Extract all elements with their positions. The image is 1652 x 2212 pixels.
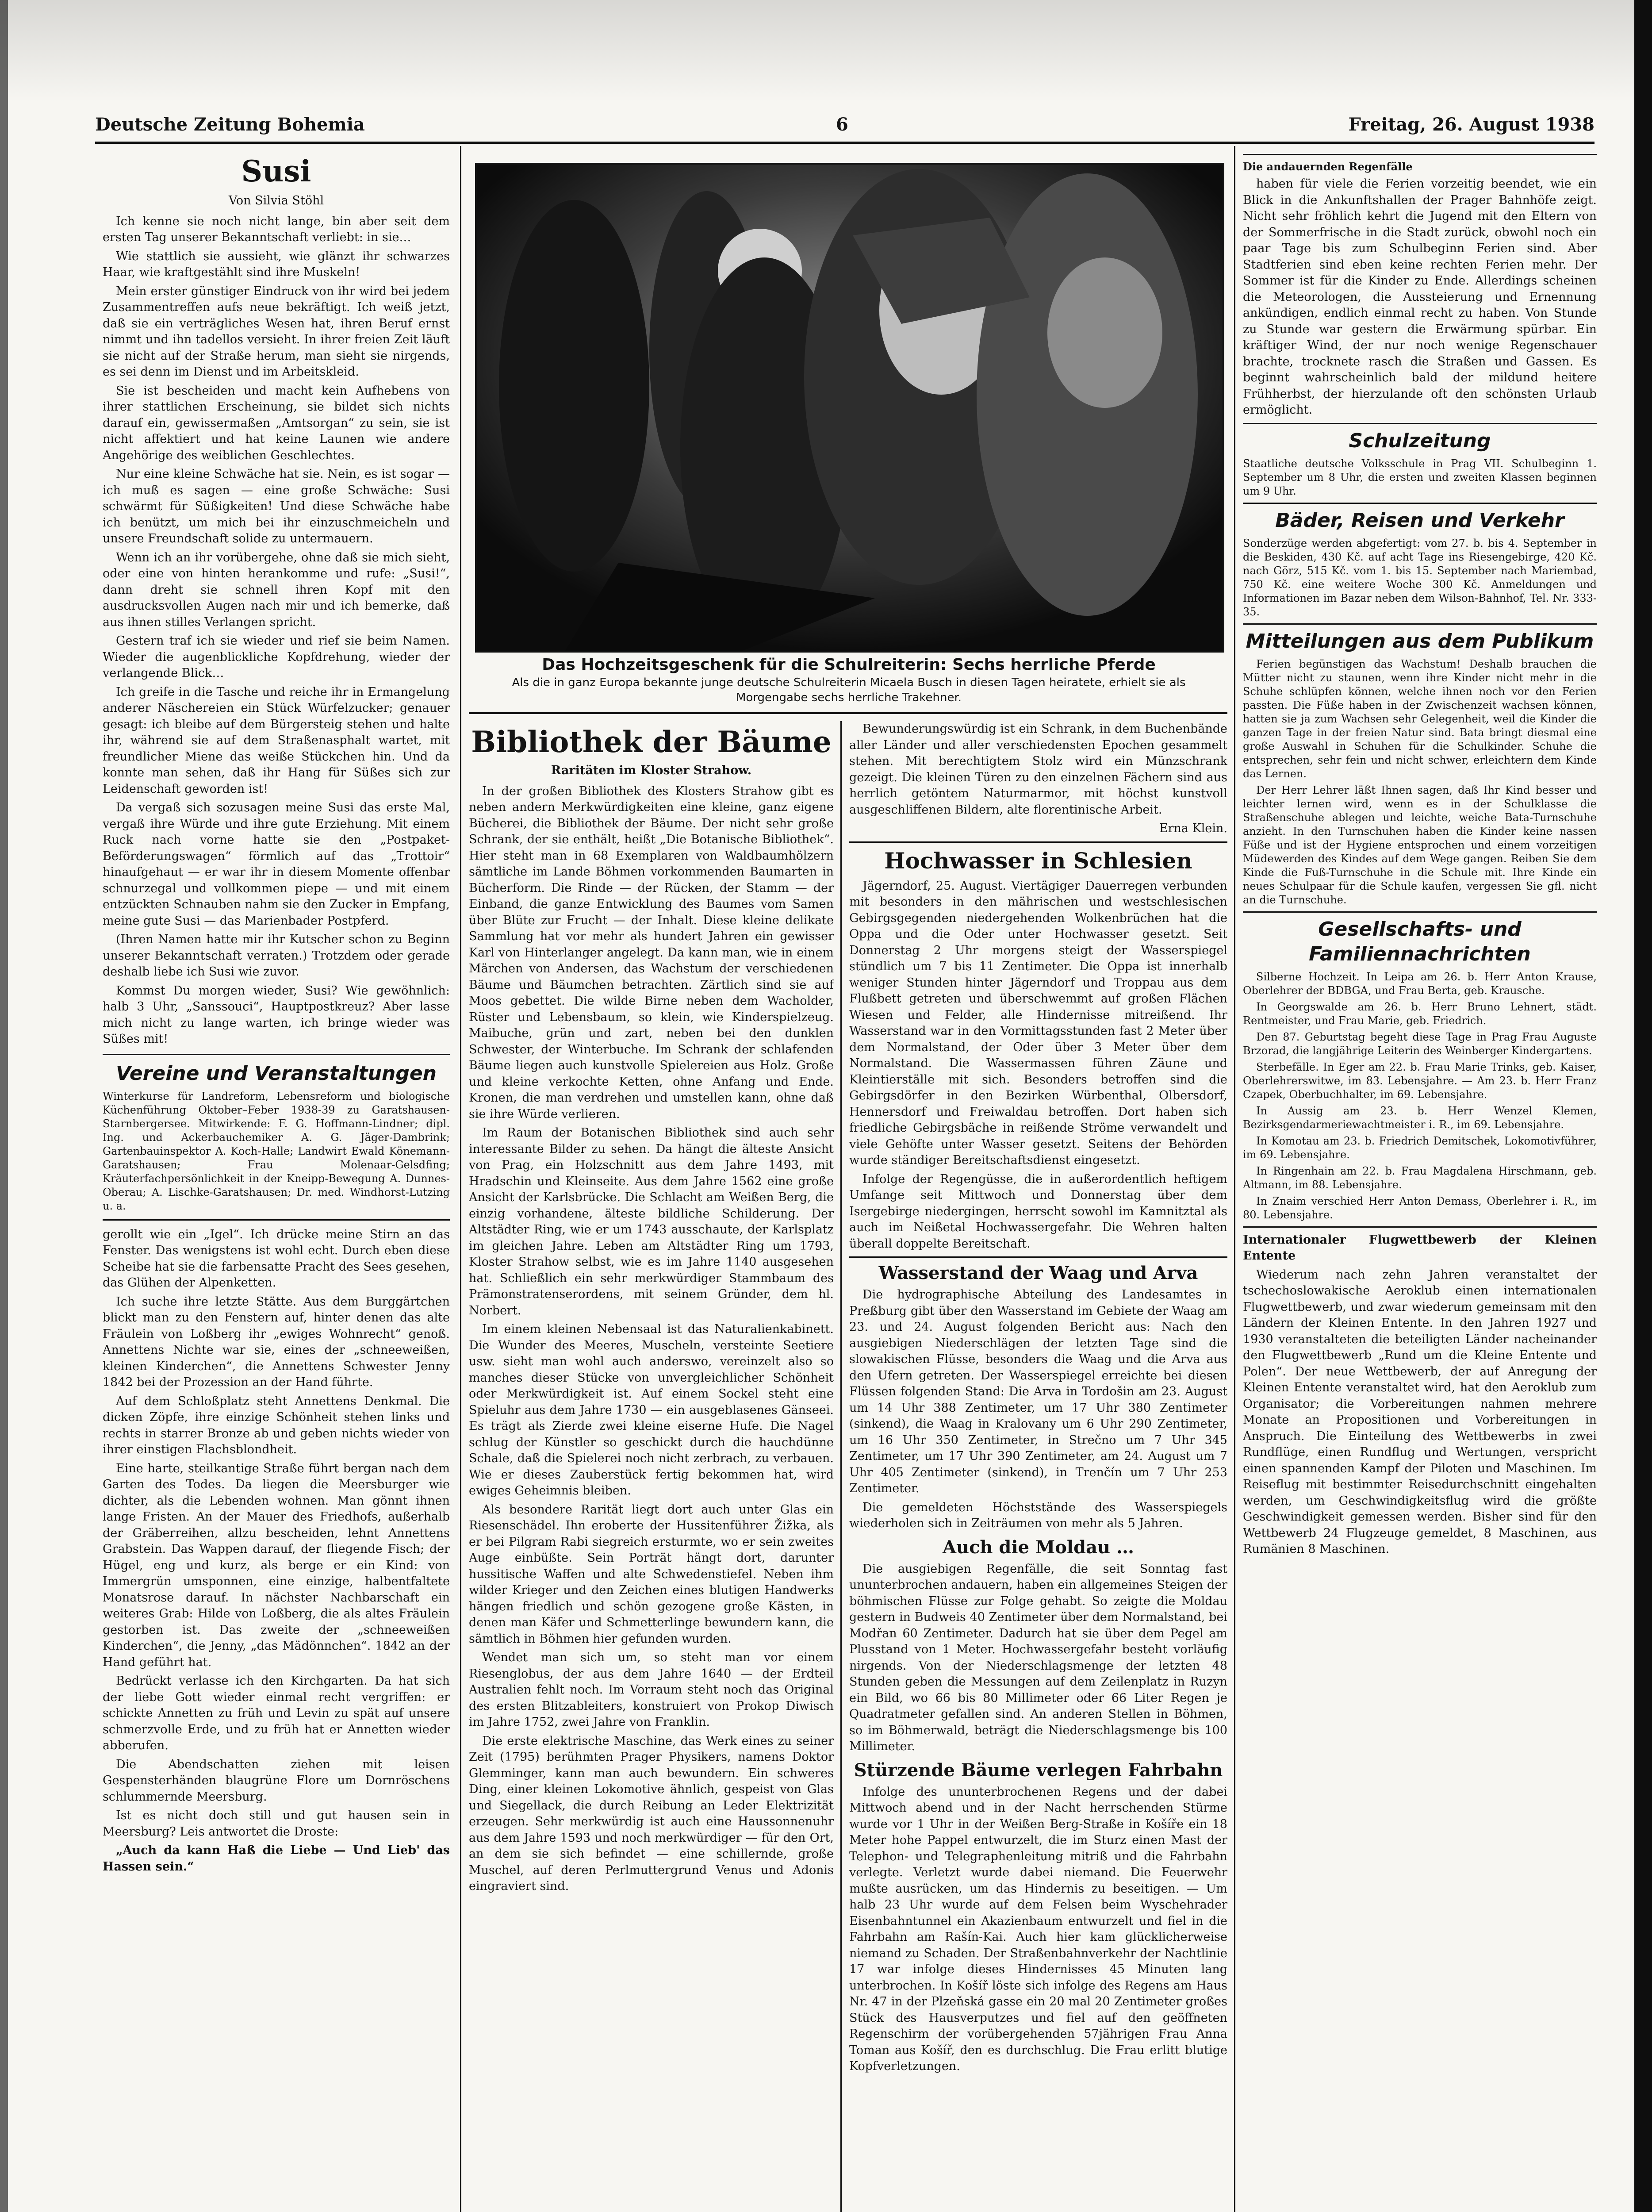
paragraph: Im einem kleinen Nebensaal ist das Naturalienkabinett. Die Wunder des Meeres, Muscheln, versteinte Seetiere usw. sieht man wohl auch anderswo, vereinzelt also so manches dieser Stücke von unvergleichlicher Schönheit oder Merkwürdigkeit ist. Auf einem Sockel steht eine Spieluhr aus dem Jahre 1730 — ein ausgeblasenes Gänseei. Es trägt als Zierde zwei kleine eiserne Hufe. Die Nagel schlug der Künstler so geschickt durch die hauchdünne Schale, daß die Spielerei noch nicht zerbrach, zu verbauen. Wie er dieses Zauberstück fertig bekommen hat, wird ewiges Geheimnis bleiben. xyxy=(469,1322,834,1498)
section-divider xyxy=(1243,154,1597,155)
masthead-rule xyxy=(95,142,1595,144)
section-divider xyxy=(1243,423,1597,424)
section-divider xyxy=(469,712,1227,714)
paragraph: Sterbefälle. In Eger am 22. b. Frau Marie Trinks, geb. Kaiser, Oberlehrerswitwe, im 83. Lebensjahre. — Am 23. b. Herr Franz Czapek, Oberbuchhalter, im 69. Lebensjahre. xyxy=(1243,1060,1597,1101)
paragraph: Sie ist bescheiden und macht kein Aufhebens von ihrer stattlichen Erscheinung, sie bildet sich nichts darauf ein, gewissermaßen „Amtsorgan“ zu sein, sie ist nicht affektiert und hat keine Launen wie andere Angehörige des weiblichen Geschlechtes. xyxy=(103,384,450,462)
paragraph: Wendet man sich um, so steht man vor einem Riesenglobus, der aus dem Jahre 1640 — der Erdteil Australien fehlt noch. Im Vorraum steht noch das Original des ersten Blitzableiters, konstruiert von Prokop Diwisch im Jahre 1752, zwei Jahre von Franklin. xyxy=(469,1651,834,1729)
column-rule xyxy=(1234,146,1235,2212)
photo-caption-text: Als die in ganz Europa bekannte junge deutsche Schulreiterin Micaela Busch in diesen Tagen heiratete, erhielt sie als Morgengabe sechs herrliche Trakehner. xyxy=(512,676,1186,704)
paragraph: Nur eine kleine Schwäche hat sie. Nein, es ist sogar — ich muß es sagen — eine große Schwäche: Susi schwärmt für Süßigkeiten! Und diese Schwäche habe ich benützt, um mich bei ihr einzuschmeicheln und unsere Freundschaft solide zu untermauern. xyxy=(103,467,450,545)
quote: „Auch da kann Haß die Liebe — Und Lieb' das Hassen sein.“ xyxy=(103,1843,450,1874)
page-edge-left xyxy=(0,0,8,2212)
paragraph: Sonderzüge werden abgefertigt: vom 27. b. bis 4. September in die Beskiden, 430 Kč. auf acht Tage ins Riesengebirge, 420 Kč. nach Görz, 515 Kč. vom 1. bis 15. September nach Mariembad, 750 Kč. eine weitere Woche 300 Kč. Anmeldungen und Informationen im Bazar neben dem Wilson-Bahnhof, Tel. Nr. 333-35. xyxy=(1243,537,1597,618)
section-divider xyxy=(1243,623,1597,625)
paragraph: Staatliche deutsche Volksschule in Prag VII. Schulbeginn 1. September um 8 Uhr, die ersten und zweiten Klassen beginnen um 9 Uhr. xyxy=(1243,457,1597,497)
paragraph: Wiederum nach zehn Jahren veranstaltet der tschechoslowakische Aeroklub einen internationalen Flugwettbewerb, und zwar wiederum gemeinsam mit den Ländern der Kleinen Entente. In den Jahren 1927 und 1930 veranstalteten die beteiligten Länder nacheinander den Flugwettbewerb „Rund um die Kleine Entente und Polen“. Der neue Wettbewerb, der auf Anregung der Kleinen Entente veranstaltet wird, hat den Aeroklub zum Organisator; die Vorbereitungen nahmen mehrere Monate an Propositionen und Vorbereitungen in Anspruch. Die Einteilung des Wettbewerbs in zwei Rundflüge, einen Rundflug und Wertungen, verspricht einen spannenden Kampf der Piloten und Maschinen. Im Reiseflug mit bestimmter Reisedurchschnitt eingehalten werden, um Geschwindigkeitsflug wird die größte Geschwindigkeit gemessen werden. Bisher sind für den Wettbewerb 24 Flugzeuge gemeldet, 8 Maschinen, aus Rumänien 8 Maschinen. xyxy=(1243,1267,1597,1556)
paragraph: Mein erster günstiger Eindruck von ihr wird bei jedem Zusammentreffen aufs neue bekräftigt. Ich weiß jetzt, daß sie ein verträgliches Wesen hat, ihren Beruf ernst nimmt und ihn tadellos versieht. In ihrer freien Zeit läuft sie nicht auf der Straße herum, man sieht sie nirgends, es sei denn im Dienst und im Arbeitskleid. xyxy=(103,284,450,379)
paragraph: Ich suche ihre letzte Stätte. Aus dem Burggärtchen blickt man zu den Fenstern auf, hinter denen das alte Fräulein von Loßberg ihr „ewiges Wohnrecht“ genoß. Annettens Nichte war sie, eines der „schneeweißen, kleinen Kinderchen“, die Annettens Schwester Jenny 1842 bei der Prozession an der Hand führte. xyxy=(103,1294,450,1389)
paragraph: Den 87. Geburtstag begeht diese Tage in Prag Frau Auguste Brzorad, die langjährige Leiterin des Weinberger Kindergartens. xyxy=(1243,1030,1597,1057)
section-divider xyxy=(849,841,1227,843)
paragraph: Bewunderungswürdig ist ein Schrank, in dem Buchenbände aller Länder und aller verschiedensten Epochen gesammelt stehen. Mit berechtigtem Stolz wird ein Münzschrank gezeigt. Die kleinen Türen zu den einzelnen Fächern sind aus herrlich getöntem Naturmarmor, mit höchst kunstvoll ausgeschliffenen Bildern, alte florentinische Arbeit. xyxy=(849,722,1227,817)
paragraph: Winterkurse für Landreform, Lebensreform und biologische Küchenführung Oktober–Feber 1938-39 zu Garatshausen-Starnbergersee. Mitwirkende: F. G. Hoffmann-Lindner; dipl. Ing. und Ackerbauchemiker A. G. Jäger-Dambrink; Gartenbauinspektor A. Koch-Halle; Landwirt Ewald Könemann-Garatshausen; Frau Molenaar-Gelsdfing; Kräuterfachpersönlichkeit in der Kneipp-Bewegung A. Dunnes-Oberau; A. Lischke-Garatshausen; Dr. med. Windhorst-Lutzing u. a. xyxy=(103,1090,450,1212)
paragraph: Silberne Hochzeit. In Leipa am 26. b. Herr Anton Krause, Oberlehrer der BDBGA, und Frau Berta, geb. Krausche. xyxy=(1243,970,1597,997)
article-title-moldau: Auch die Moldau … xyxy=(942,1536,1135,1558)
article-title-waag: Wasserstand der Waag und Arva xyxy=(878,1263,1198,1283)
paragraph: Auf dem Schloßplatz steht Annettens Denkmal. Die dicken Zöpfe, ihre einzige Schönheit stehen links und rechts in starrer Bronze ab und geben nichts wieder von ihrer einstigen Flachsblondheit. xyxy=(103,1394,450,1456)
page-shadow xyxy=(0,0,1652,102)
section-title-schulzeitung: Schulzeitung xyxy=(1349,429,1491,452)
article-author-susi: Von Silvia Stöhl xyxy=(228,194,324,207)
article-title-hochwasser: Hochwasser in Schlesien xyxy=(884,847,1192,874)
section-title-vereine: Vereine und Veranstaltungen xyxy=(115,1062,437,1085)
section-divider xyxy=(1243,911,1597,913)
paragraph: Infolge des ununterbrochenen Regens und der dabei Mittwoch abend und in der Nacht herrschenden Stürme wurde vor 1 Uhr in der Weißen Berg-Straße in Košíře ein 18 Meter hohe Pappel entwurzelt, die im Sturz einen Mast der Telephon- und Telegraphenleitung mitriß und die Fahrbahn verlegte. Verletzt wurde dabei niemand. Die Feuerwehr mußte ausrücken, um das Hindernis zu beseitigen. — Um halb 23 Uhr wurde auf dem Felsen beim Wyschehrader Eisenbahntunnel ein Akazienbaum entwurzelt und fiel in die Fahrbahn am Rašín-Kai. Auch hier kam glücklicherweise niemand zu Schaden. Der Straßenbahnverkehr der Nachtlinie 17 war infolge dieses Hindernisses 45 Minuten lang unterbrochen. In Košíř löste sich infolge des Regens am Haus Nr. 47 in der Plzeňská gasse ein 20 mal 20 Zentimeter großes Stück des Hausverputzes und fiel auf den geöffneten Regenschirm der vorübergehenden 57jährigen Frau Anna Toman aus Košíř, den es durchschlug. Die Frau erlitt blutige Kopfverletzungen. xyxy=(849,1785,1227,2073)
paragraph: Die gemeldeten Höchststände des Wasserspiegels wiederholen sich in Zeiträumen von mehr als 5 Jahren. xyxy=(849,1500,1227,1530)
paragraph: Jägerndorf, 25. August. Viertägiger Dauerregen verbunden mit besonders in den mährischen und westschlesischen Gebirgsgegenden niedergehenden Wolkenbrüchen hat die Oppa und die Oder unter Hochwasser gesetzt. Seit Donnerstag 2 Uhr morgens steigt der Wasserspiegel stündlich um 7 bis 11 Zentimeter. Die Oppa ist innerhalb weniger Stunden hinter Jägerndorf und Troppau aus dem Flußbett getreten und überschwemmt auf großen Flächen Wiesen und Felder, alle Hindernisse mitreißend. Ihr Wasserstand war in den Vormittagsstunden fast 2 Meter über dem Normalstand, der Oder über 3 Meter über dem Normalstand. Die Wassermassen führen Zäune und Kleintierställe mit sich. Besonders betroffen sind die Gebirgsdörfer in den Bezirken Würbenthal, Olbersdorf, Hennersdorf und Freiwaldau betroffen. Dort haben sich friedliche Gebirgsbäche in reißende Ströme verwandelt und viele Gehöfte unter Wasser gesetzt. Seitens der Behörden wurde ständiger Bereitschaftsdienst eingesetzt. xyxy=(849,879,1227,1167)
masthead xyxy=(95,114,1595,141)
paragraph: Die Abendschatten ziehen mit leisen Gespensterhänden blaugrüne Flore um Dornröschens schlummernde Meersburg. xyxy=(103,1757,450,1804)
paragraph: Ich greife in die Tasche und reiche ihr in Ermangelung anderer Näschereien ein Stück Würfelzucker; genauer gesagt: ich bleibe auf dem Bürgersteig stehen und halte ihr, während sie auf dem Straßenasphalt wartet, mit freundlicher Miene das weiße Stückchen hin. Und da konnte man sehen, daß ihr Hang für Süßes sich zur Leidenschaft geworden ist! xyxy=(103,685,450,796)
article-title-baeume: Stürzende Bäume verlegen Fahrbahn xyxy=(854,1759,1223,1781)
paragraph: In Ringenhain am 22. b. Frau Magdalena Hirschmann, geb. Altmann, im 88. Lebensjahre. xyxy=(1243,1164,1597,1191)
masthead-date: Freitag, 26. August 1938 xyxy=(1348,114,1595,135)
column-rule xyxy=(840,721,842,2212)
section-divider xyxy=(103,1054,450,1055)
paragraph: In der großen Bibliothek des Klosters Strahow gibt es neben andern Merkwürdigkeiten eine kleine, ganz eigene Bücherei, die Bibliothek der Bäume. Der nicht sehr große Schrank, der sie enthält, heißt „Die Botanische Bibliothek“. Hier steht man in 68 Exemplaren von Waldbaumhölzern sämtliche im Lande Böhmen vorkommenden Baumarten in Bücherform. Die Rinde — der Rücken, der Stamm — der Einband, die ganze Entwicklung des Baumes vom Samen über Blüte zur Frucht — der Inhalt. Diese kleine delikate Sammlung hat vor mehr als hundert Jahren ein gewisser Karl von Hinterlanger angelegt. Da kann man, wie in einem Märchen von Andersen, das Wachstum der verschiedenen Bäume und Bäumchen betrachten. Zärtlich sind sie auf Moos gebettet. Die wilde Birne neben dem Wacholder, Rüster und Lebensbaum, so klein, wie Kinderspielzeug. Maibuche, grün und zart, neben bei den dunklen Schwester, der Winterbuche. Im Schrank der schlafenden Bäume liegen auch kunstvolle Spielereien aus Holz. Große und kleine verkochte Ketten, ohne Anfang und Ende. Kronen, die man verdrehen und umstellen kann, ohne daß sie ihre Würde verlieren. xyxy=(469,784,834,1121)
paragraph: Ferien begünstigen das Wachstum! Deshalb brauchen die Mütter nicht zu staunen, wenn ihre Kinder nicht mehr in die Schuhe schlüpfen können, welche ihnen noch vor den Ferien passten. Die Füße haben in der Zwischenzeit wachsen können, hatten sie ja zum Wachsen sehr Gelegenheit, weil die Kinder die ganzen Tage in der freien Natur sind. Bata bringt diesmal eine große Auswahl in Schuhen für die Schulkinder. Schuhe die entsprechen, sehr fein und nicht schwer, erleichtern dem Kinde das Lernen. xyxy=(1243,657,1597,780)
paragraph: Bedrückt verlasse ich den Kirchgarten. Da hat sich der liebe Gott wieder einmal recht vergriffen: er schickte Annetten zu früh und Levin zu spät auf unsere schmerzvolle Erde, und zu früh hat er Annetten wieder abberufen. xyxy=(103,1674,450,1752)
column-1 xyxy=(103,150,450,2212)
paragraph: In Znaim verschied Herr Anton Demass, Oberlehrer i. R., im 80. Lebensjahre. xyxy=(1243,1194,1597,1221)
paragraph: Die ausgiebigen Regenfälle, die seit Sonntag fast ununterbrochen andauern, haben ein allgemeines Steigen der böhmischen Flüsse zur Folge gehabt. So zeigte die Moldau gestern in Budweis 40 Zentimeter über dem Normalstand, bei Modřan 60 Zentimeter. Dadurch hat sie über dem Pegel am Plusstand von 1 Meter. Hochwassergefahr besteht vorläufig nirgends. Von der Niederschlagsmenge der letzten 48 Stunden geben die Messungen auf dem Zeilenplatz in Ruzyn ein Bild, wo 66 bis 80 Millimeter oder 66 Liter Regen je Quadratmeter gefallen sind. An anderen Stellen in Böhmen, so im Böhmerwald, beträgt die Niederschlagsmenge bis 100 Millimeter. xyxy=(849,1562,1227,1753)
column-2 xyxy=(469,721,834,2212)
paragraph: (Ihren Namen hatte mir ihr Kutscher schon zu Beginn unserer Bekanntschaft verraten.) Trotzdem oder gerade deshalb liebe ich Susi wie zuvor. xyxy=(103,933,450,979)
section-divider xyxy=(103,1219,450,1221)
photo-caption xyxy=(475,655,1223,705)
paragraph: Kommst Du morgen wieder, Susi? Wie gewöhnlich: halb 3 Uhr, „Sanssouci“, Hauptpostkreuz? Aber lasse mich nicht zu lange warten, ich bringe wieder was Süßes mit! xyxy=(103,983,450,1046)
paragraph: haben für viele die Ferien vorzeitig beendet, wie ein Blick in die Ankunftshallen der Prager Bahnhöfe zeigt. Nicht sehr fröhlich kehrt die Jugend mit den Eltern von der Sommerfrische in die Stadt zurück, obwohl noch ein paar Tage bis zum Schulbeginn Ferien sind. Aber Stadtferien sind eben keine rechten Ferien mehr. Der Sommer ist für die Kinder zu Ende. Allerdings scheinen die Meteorologen, die Aussteierung und Ernennung ankündigen, endlich einmal recht zu haben. Von Stunde zu Stunde war gestern die Erwärmung spürbar. Ein kräftiger Wind, der nur noch wenige Regenschauer brachte, trocknete rasch die Straßen und Gassen. Es beginnt wahrscheinlich bald der mildund heitere Frühherbst, der hierzulande oft den schönsten Urlaub ermöglicht. xyxy=(1243,177,1597,417)
paragraph: Wie stattlich sie aussieht, wie glänzt ihr schwarzes Haar, wie kraftgestählt sind ihre Muskeln! xyxy=(103,249,450,279)
masthead-paper-name: Deutsche Zeitung Bohemia xyxy=(95,114,365,135)
article-title-susi: Susi xyxy=(241,154,311,188)
article-author-bibliothek: Erna Klein. xyxy=(1159,822,1227,835)
paragraph: Ich kenne sie noch nicht lange, bin aber seit dem ersten Tag unserer Bekanntschaft verliebt: in sie… xyxy=(103,214,450,244)
paragraph: Die hydrographische Abteilung des Landesamtes in Preßburg gibt über den Wasserstand im Gebiete der Waag am 23. und 24. August folgenden Bericht aus: Nach den ausgiebigen Niederschlägen der letzten Tage sind die slowakischen Flüsse, besonders die Waag und die Arva aus den Ufern getreten. Der Wasserspiegel erreichte bei diesen Flüssen folgenden Stand: Die Arva in Tordošin am 23. August um 14 Uhr 388 Zentimeter, um 17 Uhr 380 Zentimeter (sinkend), die Waag in Kralovany um 6 Uhr 290 Zentimeter, um 16 Uhr 350 Zentimeter, in Strečno um 7 Uhr 345 Zentimeter, um 17 Uhr 390 Zentimeter, am 24. August um 7 Uhr 405 Zentimeter (sinkend), in Trenčín um 7 Uhr 253 Zentimeter. xyxy=(849,1288,1227,1495)
paragraph: Eine harte, steilkantige Straße führt bergan nach dem Garten des Todes. Da liegen die Meersburger wie dichter, als die Lebenden wohnen. Man gönnt ihnen lange Fristen. An der Mauer des Friedhofs, außerhalb der Gräberreihen, allzu bescheiden, lehnt Annettens Grabstein. Das Wappen darauf, der fliegende Fisch; der Hügel, eng und kurz, als berge er ein Kind: von Immergrün umsponnen, eine einzige, halbentfaltete Monatsrose darauf. In nächster Nachbarschaft ein weiteres Grab: Hilde von Loßberg, die als altes Fräulein gestorben ist. Das zweite der „schneeweißen Kinderchen“, die Jenny, „das Mädönnchen“. 1842 an der Hand geführt hat. xyxy=(103,1461,450,1669)
section-divider xyxy=(849,1256,1227,1258)
section-title-flug: Internationaler Flugwettbewerb der Kleinen Entente xyxy=(1243,1233,1597,1263)
masthead-page-number: 6 xyxy=(836,114,848,135)
page-edge-right xyxy=(1634,0,1652,2212)
section-title-baeder: Bäder, Reisen und Verkehr xyxy=(1275,509,1564,532)
paragraph: Ist es nicht doch still und gut hausen sein in Meersburg? Leis antwortet die Droste: xyxy=(103,1809,450,1839)
paragraph: In Aussig am 23. b. Herr Wenzel Klemen, Bezirksgendarmeriewachtmeister i. R., im 69. Lebensjahre. xyxy=(1243,1104,1597,1131)
paragraph: Als besondere Rarität liegt dort auch unter Glas ein Riesenschädel. Ihn eroberte der Hussitenführer Žižka, als er bei Pilgram Rabi siegreich ersturmte, wo er sein zweites Auge einbüßte. Sein Porträt hängt dort, darunter hussitische Waffen und alte Schwedenstiefel. Neben ihm wilder Krieger und den Zeichen eines blutigen Handwerks hängen friedlich und schön gezogene große Kästen, in denen man Käfer und Schmetterlinge bewundern kann, die sämtlich in Böhmen hier gefunden wurden. xyxy=(469,1502,834,1646)
column-4 xyxy=(1243,150,1597,2212)
paragraph: Die erste elektrische Maschine, das Werk eines zu seiner Zeit (1795) berühmten Prager Physikers, namens Doktor Glemminger, kann man auch bewundern. Ein schweres Ding, einer kleinen Lokomotive ähnlich, gespeist von Glas und Siegellack, die durch Reibung an Leder Elektrizität erzeugen. Sehr merkwürdig ist auch eine Haussonnenuhr aus dem Jahre 1593 und noch merkwürdiger — für den Ort, an dem sie sich befindet — eine schillernde, große Muschel, auf deren Perlmuttergrund Venus und Adonis eingraviert sind. xyxy=(469,1734,834,1893)
article-title-bibliothek: Bibliothek der Bäume xyxy=(471,725,832,759)
paragraph: Infolge der Regengüsse, die in außerordentlich heftigem Umfange seit Mittwoch und Donnerstag über dem Isergebirge niedergingen, herrscht sowohl im Kamnitztal als auch im Neißetal Hochwassergefahr. Die Wehren halten überall doppelte Bereitschaft. xyxy=(849,1172,1227,1251)
section-divider xyxy=(1243,503,1597,504)
paragraph: Wenn ich an ihr vorübergehe, ohne daß sie mich sieht, oder eine von hinten herankomme und rufe: „Susi!“, dann dreht sie schnell ihren Kopf mit den ausdrucksvollen Augen nach mir und ich bemerke, daß aus ihnen stilles Verlangen spricht. xyxy=(103,550,450,629)
wedding-horses-photo xyxy=(475,163,1224,653)
paragraph: Da vergaß sich sozusagen meine Susi das erste Mal, vergaß ihre Würde und ihre gute Erziehung. Mit einem Ruck nach vorne hatte sie den „Postpaket-Beförderungswagen“ förmlich auf das „Trottoir“ hinaufgehaut — er war ihr in diesem Momente offenbar schnurzegal und vollkommen piepe — und mit einem entzückten Schnauben nahm sie den Zucker in Empfang, meine gute Susi — das Marienbader Postpferd. xyxy=(103,801,450,928)
section-title-familie: Gesellschafts- und Familiennachrichten xyxy=(1309,918,1531,965)
paragraph: Der Herr Lehrer läßt Ihnen sagen, daß Ihr Kind besser und leichter lernen wird, wenn es in der Schulklasse die Straßenschuhe ablegen und leichte, weiche Bata-Turnschuhe anzieht. In den Turnschuhen haben die Kinder keine nassen Füße und ist der Hygiene entsprochen und einem vorzeitigen Müdewerden des Kindes auf dem Wege gangen. Reiben Sie dem Kinde die Fuß-Turnschuhe in die Schule mit. Ihre Kinde ein neues Schulpaar für die Schule kaufen, vergessen Sie gfl. nicht an die Turnschuhe. xyxy=(1243,783,1597,906)
column-rule xyxy=(460,146,461,2212)
section-title-regen: Die andauernden Regenfälle xyxy=(1243,160,1413,173)
section-title-mitteilungen: Mitteilungen aus dem Publikum xyxy=(1246,630,1594,653)
paragraph: gerollt wie ein „Igel“. Ich drücke meine Stirn an das Fenster. Das wenigstens ist wohl echt. Durch eben diese Scheibe hat sie die farbensatte Pracht des Sees gesehen, das Glühen der Alpenketten. xyxy=(103,1227,450,1290)
paragraph: Im Raum der Botanischen Bibliothek sind auch sehr interessante Bilder zu sehen. Da hängt die älteste Ansicht von Prag, ein Holzschnitt aus dem Jahre 1493, mit Hradschin und Kleinseite. Aus dem Jahre 1562 eine große Ansicht der Karlsbrücke. Die Schlacht am Weißen Berg, die einzig vorhandene, älteste bildliche Schilderung. Der Altstädter Ring, wie er um 1743 ausschaute, der Karlsplatz im gleichen Jahre. Leben am Altstädter Ring um 1793, Kloster Strahow selbst, wie es im Jahre 1140 ausgesehen hat. Schließlich ein sehr merkwürdiger Stammbaum des Prämonstratenserordens, mit seinem Gründer, dem hl. Norbert. xyxy=(469,1126,834,1317)
section-divider xyxy=(1243,1226,1597,1228)
paragraph: Gestern traf ich sie wieder und rief sie beim Namen. Wieder die augenblickliche Kopfdrehung, wieder der verlangende Blick… xyxy=(103,634,450,680)
photo-caption-title: Das Hochzeitsgeschenk für die Schulreiterin: Sechs herrliche Pferde xyxy=(542,656,1156,674)
paragraph: In Georgswalde am 26. b. Herr Bruno Lehnert, städt. Rentmeister, und Frau Marie, geb. Friedrich. xyxy=(1243,1000,1597,1027)
paragraph: In Komotau am 23. b. Friedrich Demitschek, Lokomotivführer, im 69. Lebensjahre. xyxy=(1243,1134,1597,1161)
column-3 xyxy=(849,721,1227,2212)
article-subtitle-bibliothek: Raritäten im Kloster Strahow. xyxy=(551,764,752,777)
